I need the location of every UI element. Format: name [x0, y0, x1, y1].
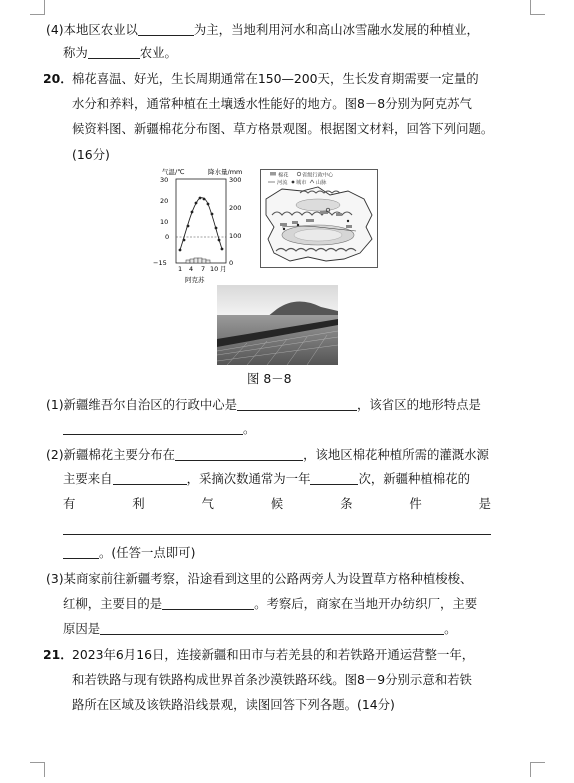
xinjiang-cotton-map [260, 169, 378, 268]
question-21-stem-line-2: 和若铁路与现有铁路构成世界首条沙漠铁路环线。图8－9分别示意和若铁 [72, 672, 472, 687]
question-21-stem-line-1: 2023年6月16日，连接新疆和田市与若羌县的和若铁路开通运营整一年， [72, 647, 475, 662]
month-unit: 月 [220, 265, 227, 273]
precip-tick-0: 0 [229, 259, 234, 267]
temperature-axis-title: 气温/℃ [162, 168, 185, 176]
legend-river: 河流 [277, 180, 288, 186]
legend-city: 城市 [296, 180, 307, 186]
answer-blank[interactable] [237, 398, 357, 411]
q20-part2-line-1: (2)新疆棉花主要分布在 ，该地区棉花种植所需的灌溉水源 [46, 447, 489, 462]
temp-tick-minus15: −15 [153, 259, 167, 267]
question-20-stem-line-3: 候资料图、新疆棉花分布图、草方格景观图。根据图文材料，回答下列问题。 [72, 121, 494, 136]
temp-tick-0: 0 [165, 233, 170, 241]
question-20-score: (16分) [72, 147, 110, 162]
q20-part1-line-2: 。 [63, 421, 255, 437]
figure-caption: 图 8－8 [247, 371, 292, 386]
precip-tick-100: 100 [229, 232, 242, 240]
answer-blank[interactable] [310, 472, 358, 485]
month-tick-7: 7 [201, 265, 206, 273]
precip-tick-200: 200 [229, 204, 242, 212]
temp-tick-30: 30 [160, 176, 169, 184]
precipitation-axis-title: 降水量/mm [208, 168, 243, 176]
question-21-stem-line-3: 路所在区域及该铁路沿线景观，读图回答下列各题。(14分) [72, 697, 395, 712]
chart-plot-frame [176, 179, 226, 263]
legend-provincial-capital: 省级行政中心 [302, 172, 334, 179]
q4-line-1: (4)本地区农业以 为主，当地利用河水和高山冰雪融水发展的种植业， [46, 22, 479, 37]
precip-tick-300: 300 [229, 176, 242, 184]
q4-line-2: 称为 农业。 [63, 45, 177, 60]
answer-blank[interactable] [63, 522, 491, 535]
q20-part3-line-1: (3)某商家前往新疆考察，沿途看到这里的公路两旁人为设置草方格种植梭梭、 [46, 571, 473, 586]
q20-part3-line-3: 原因是 。 [63, 621, 457, 636]
aksu-climate-chart [148, 166, 253, 284]
corner-mark-bottom-left [30, 762, 45, 777]
temp-tick-10: 10 [160, 218, 169, 226]
answer-blank[interactable] [113, 472, 187, 485]
temperature-points [179, 197, 224, 252]
question-20-stem-line-1: 棉花喜温、好光，生长周期通常在150—200天，生长发育期需要一定量的 [72, 71, 479, 86]
corner-mark-top-left [30, 0, 45, 15]
temp-tick-20: 20 [160, 197, 169, 205]
month-tick-4: 4 [189, 265, 194, 273]
temperature-curve [180, 198, 222, 250]
junggar-basin [296, 199, 340, 211]
corner-mark-bottom-right [530, 762, 545, 777]
q20-part1-line-1: (1)新疆维吾尔自治区的行政中心是 ，该省区的地形特点是 [46, 397, 481, 412]
question-21-number: 21． [43, 647, 73, 662]
question-20-number: 20． [43, 71, 73, 86]
answer-blank[interactable] [175, 448, 303, 461]
q20-part2-line-3: 有 利 气 候 条 件 是 [63, 496, 491, 511]
precipitation-bars [186, 258, 210, 263]
corner-mark-top-right [530, 0, 545, 15]
answer-blank[interactable] [138, 23, 194, 36]
tarim-desert [294, 229, 342, 241]
month-tick-1: 1 [178, 265, 183, 273]
grass-checkerboard-photo [217, 285, 338, 365]
q20-part3-line-2: 红柳，主要目的是 。考察后，商家在当地开办纺织厂，主要 [63, 596, 478, 611]
q20-part2-line-5: 。(任答一点即可) [63, 545, 195, 561]
answer-blank[interactable] [162, 597, 254, 610]
legend-mountain: 山脉 [316, 180, 327, 186]
q20-part2-line-2: 主要来自 ，采摘次数通常为一年 次，新疆种植棉花的 [63, 471, 470, 486]
legend-cotton: 棉花 [278, 172, 289, 179]
question-20-stem-line-2: 水分和养料，通常种植在土壤透水性能好的地方。图8－8分别为阿克苏气 [72, 96, 472, 111]
chart-place-label: 阿克苏 [185, 276, 205, 284]
answer-blank[interactable] [63, 422, 243, 435]
q20-part2-line-4 [63, 521, 491, 537]
answer-blank[interactable] [63, 546, 99, 559]
answer-blank[interactable] [100, 622, 444, 635]
answer-blank[interactable] [88, 46, 140, 59]
month-tick-10: 10 [210, 265, 219, 273]
